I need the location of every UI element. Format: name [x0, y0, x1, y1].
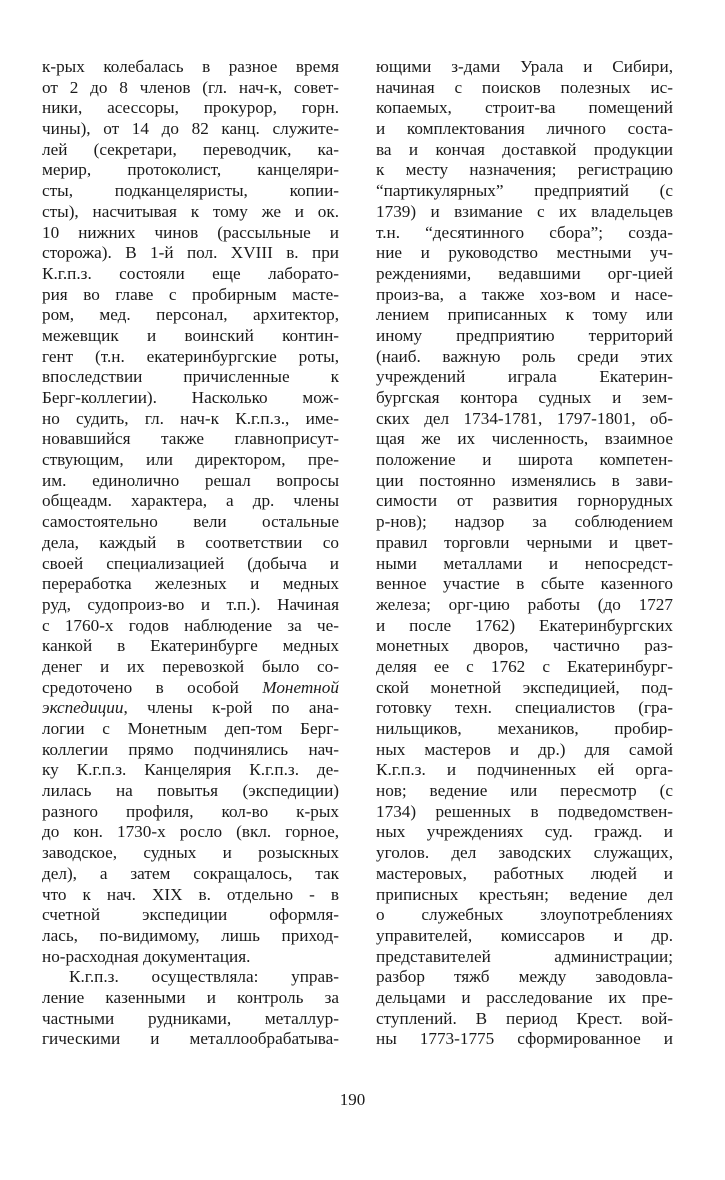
text-line: ской монетной экспедицией, под-: [376, 677, 673, 697]
text-line: частными рудниками, металлур-: [42, 1008, 339, 1028]
text-line: заводское, судных и розыскных: [42, 843, 339, 863]
text-line: им. единолично решал вопросы: [42, 470, 339, 490]
text-line: от 2 до 8 членов (гл. нач-к, совет-: [42, 77, 339, 97]
text-line: копаемых, строит-ва помещений: [376, 98, 673, 118]
text-line: ступлений. В период Крест. вой-: [376, 1008, 673, 1028]
text-line: управителей, комиссаров и др.: [376, 925, 673, 945]
italic-term: экспедиции: [42, 698, 124, 718]
text-line: разбор тяжб между заводовла-: [376, 967, 673, 987]
text-line: Берг-коллегии). Насколько мож-: [42, 388, 339, 407]
italic-term: Монетной: [262, 677, 339, 697]
text-line: ники, асессоры, прокурор, горн.: [42, 98, 339, 118]
text-line: К.г.п.з. осуществляла: управ-: [69, 967, 339, 987]
text-line: реждениями, ведавшими орг-цией: [376, 263, 673, 283]
text-line: ствующим, или директором, пре-: [42, 450, 339, 470]
text-line: ны 1773-1775 сформированное и: [376, 1029, 673, 1049]
text-line: лась, по-видимому, лишь приход-: [42, 925, 339, 945]
text-line: своей специализацией (добыча и: [42, 553, 339, 573]
text-line: ными металлами и непосредст-: [376, 553, 673, 573]
text-line: но-расходная документация.: [42, 946, 251, 966]
text-line: гическими и металлообрабатыва-: [42, 1029, 339, 1049]
text-line: лей (секретари, переводчик, ка-: [42, 139, 339, 159]
text-line: т.н. “десятинного сбора”; созда-: [376, 222, 673, 242]
text-line: иному предприятию территорий: [376, 325, 673, 345]
text-line: готовку техн. специалистов (гра-: [376, 698, 673, 718]
text-line: новавшийся также главноприсут-: [42, 429, 339, 449]
text-line: правил торговли черными и цвет-: [376, 532, 673, 552]
text-line: лилась на повытья (экспедиции): [42, 781, 339, 801]
text-line: о служебных злоупотреблениях: [376, 905, 673, 925]
left-text-column: [42, 57, 339, 1050]
text-line: ва и кончая доставкой продукции: [376, 139, 673, 159]
text-line: переработка железных и медных: [42, 574, 339, 594]
text-line: межевщик и воинский контин-: [42, 325, 339, 345]
text-line: щая же их численность, взаимное: [376, 429, 673, 449]
text-line: ку К.г.п.з. Канцелярия К.г.п.з. де-: [42, 760, 339, 780]
text-line: самостоятельно вели остальные: [42, 512, 339, 532]
text-line: до кон. 1730-х росло (вкл. горное,: [42, 822, 339, 842]
text-line: гент (т.н. екатеринбургские роты,: [42, 346, 339, 366]
text-line: что к нач. XIX в. отдельно - в: [42, 884, 339, 904]
text-line: сторожа). В 1-й пол. XVIII в. при: [42, 243, 339, 263]
text-line: 10 нижних чинов (рассыльные и: [42, 222, 339, 242]
text-line: [42, 698, 339, 719]
text-line: денег и их перевозкой было со-: [42, 656, 339, 676]
text-line: уголов. дел заводских служащих,: [376, 843, 673, 863]
text-line: 1734) решенных в подведомствен-: [376, 801, 673, 821]
text-line: произ-ва, а также хоз-вом и насе-: [376, 284, 673, 304]
text-line: учреждений играла Екатерин-: [376, 367, 673, 387]
text-line: железа; орг-цию работы (до 1727: [376, 594, 673, 614]
text-line: начиная с поисков полезных ис-: [376, 77, 673, 97]
text-line: деляя ее с 1762 с Екатеринбург-: [376, 656, 673, 676]
text-line: мастеровых, работных людей и: [376, 863, 673, 883]
text-line: сты), насчитывая к тому же и ок.: [42, 201, 339, 221]
text-line: р-нов); надзор за соблюдением: [376, 512, 673, 532]
text-line: [42, 678, 339, 699]
text-line: венное участие в сбыте казенного: [376, 574, 673, 594]
text-line: и после 1762) Екатеринбургских: [376, 615, 673, 635]
text-line: 1739) и взимание с их владельцев: [376, 201, 673, 221]
text-line: ных учреждениях суд. гражд. и: [376, 822, 673, 842]
text-line: мерир, протоколист, канцеляри-: [42, 160, 339, 180]
text-line: к месту назначения; регистрацию: [376, 160, 673, 180]
text-line: к-рых колебалась в разное время: [42, 57, 339, 76]
text-line: ющими з-дами Урала и Сибири,: [376, 57, 673, 76]
text-line: ние и руководство местными уч-: [376, 243, 673, 263]
text-line: счетной экспедиции оформля-: [42, 905, 339, 925]
text-line: впоследствии причисленные к: [42, 367, 339, 387]
text-line: К.г.п.з. состояли еще лаборато-: [42, 263, 339, 283]
text-line: ром, мед. персонал, архитектор,: [42, 305, 339, 325]
text-line: К.г.п.з. и подчиненных ей орга-: [376, 760, 673, 780]
text-line: симости от развития горнорудных: [376, 491, 673, 511]
text-line: коллегии прямо подчинялись нач-: [42, 739, 339, 759]
text-line: ных мастеров и др.) для самой: [376, 739, 673, 759]
text-line: нильщиков, механиков, пробир-: [376, 719, 673, 738]
text-line: дельцами и расследование их пре-: [376, 987, 673, 1007]
text-line: руд, судопроиз-во и т.п.). Начиная: [42, 594, 339, 614]
right-text-column: [376, 57, 673, 1050]
text-line: монетных дворов, частично раз-: [376, 636, 673, 656]
text-line: дел), а затем сокращалось, так: [42, 863, 339, 883]
text-line: и комплектования личного соста-: [376, 119, 673, 139]
text-line: представителей администрации;: [376, 946, 673, 966]
text-line: нов; ведение или пересмотр (с: [376, 781, 673, 801]
text-line: приписных крестьян; ведение дел: [376, 884, 673, 904]
text-line: ских дел 1734-1781, 1797-1801, об-: [376, 408, 673, 428]
text-line: ление казенными и контроль за: [42, 987, 339, 1007]
text-line: сты, подканцеляристы, копии-: [42, 181, 339, 201]
text-line: лением приписанных к тому или: [376, 305, 673, 325]
text-line: рия во главе с пробирным масте-: [42, 284, 339, 304]
text-line: логии с Монетным деп-том Берг-: [42, 719, 339, 738]
text-segment: средоточено в особой: [42, 677, 263, 697]
text-line: разного профиля, кол-во к-рых: [42, 801, 339, 821]
text-line: бургская контора судных и зем-: [376, 388, 673, 407]
text-line: канкой в Екатеринбурге медных: [42, 636, 339, 656]
page-number-text: 190: [339, 1090, 366, 1109]
text-line: положение и широта компетен-: [376, 450, 673, 470]
text-line: “партикулярных” предприятий (с: [376, 181, 673, 201]
text-line: дела, каждый в соответствии со: [42, 532, 339, 552]
text-line: чины), от 14 до 82 канц. служите-: [42, 119, 339, 139]
text-line: общеадм. характера, а др. члены: [42, 491, 339, 511]
text-line: ции постоянно изменялись в зави-: [376, 470, 673, 490]
text-line: но судить, гл. нач-к К.г.п.з., име-: [42, 408, 339, 428]
text-line: с 1760-х годов наблюдение за че-: [42, 615, 339, 635]
text-segment: , члены к-рой по ана-: [123, 698, 339, 718]
page-number: [0, 1090, 725, 1110]
text-line: (наиб. важную роль среди этих: [376, 346, 673, 366]
